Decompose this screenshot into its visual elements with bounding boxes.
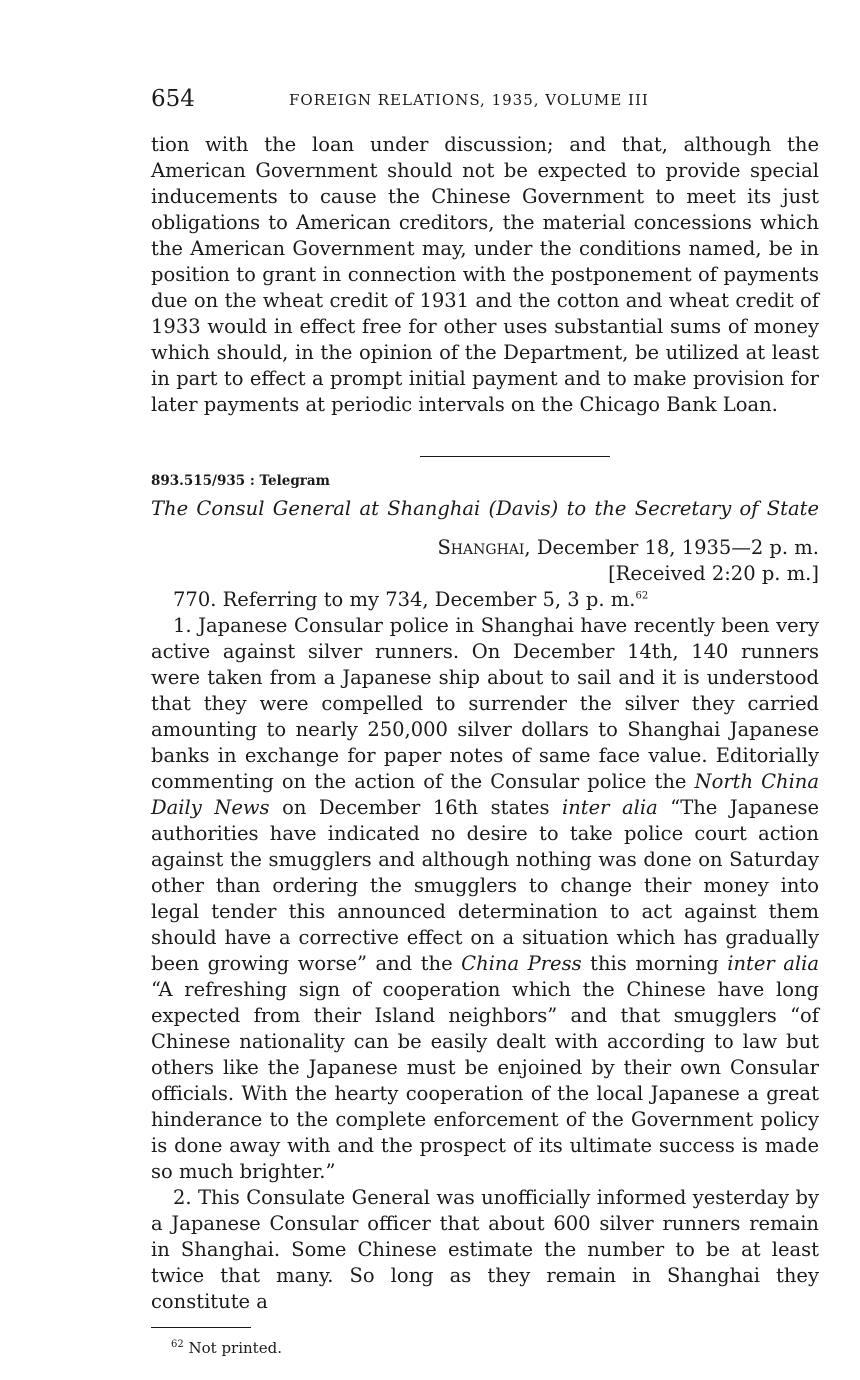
received-line: [Received 2:20 p. m.] (608, 562, 819, 585)
telegram-opening (151, 587, 819, 613)
footnote-reference: 62 (635, 590, 649, 602)
page-number: 654 (151, 86, 195, 112)
running-title: FOREIGN RELATIONS, 1935, VOLUME III (289, 91, 649, 109)
section-divider (420, 456, 610, 457)
paragraph1-text-2: on December 16th states (269, 796, 562, 819)
paragraph1-text-5: “A refreshing sign of cooperation which the Chinese have long expected from their Island neighbors” and that smugglers “of Chinese nationality can be easily dealt with according to law but others like the Japanese must be enjoined by their own Consular officials. With the hearty cooperation of the local Japanese a great hinderance to the complete enforcement of the Government policy is done away with and the prospect of its ultimate success is made so much brighter.” (151, 978, 819, 1183)
telegram-paragraph-2: 2. This Consulate General was unofficially informed yesterday by a Japanese Consular officer that about 600 silver runners remain in Shanghai. Some Chinese estimate the number to be at least twice that many. So long as they remain in Shanghai they constitute a (151, 1186, 819, 1313)
footnote (171, 1338, 819, 1358)
dateline-place: Shanghai (437, 536, 525, 559)
footnote-text: Not printed. (183, 1339, 282, 1357)
latin-phrase: inter alia (727, 952, 820, 975)
footnote-divider (151, 1327, 251, 1328)
dateline (151, 535, 819, 561)
document-title: The Consul General at Shanghai (Davis) to the Secretary of State (151, 497, 819, 520)
paragraph1-text-4: this morning (581, 952, 728, 975)
file-reference: 893.515/935 : Telegram (151, 473, 330, 489)
running-header (151, 86, 819, 116)
document-page (151, 86, 819, 1358)
continuation-paragraph: tion with the loan under discussion; and that, although the American Government should not be expected to provide special inducements to cause the Chinese Government to meet its just obligations to American creditors, the material concessions which the American Government may, under the conditions named, be in position to grant in connection with the postponement of payments due on the wheat credit of 1931 and the cotton and wheat credit of 1933 would in effect free for other uses substantial sums of money which should, in the opinion of the Department, be utilized at least in part to effect a prompt initial payment and to make provision for later payments at periodic intervals on the Chicago Bank Loan. (151, 133, 819, 416)
paragraph1-text-3: “The Japanese authorities have indicated no desire to take police court action against the smugglers and although nothing was done on Saturday other than ordering the smugglers to change their money into legal tender this announced determination to act against them should have a corrective effect on a situation which has gradually been growing worse” and the (151, 796, 820, 975)
publication-title: China Press (461, 952, 582, 975)
telegram-paragraph-1 (151, 613, 819, 1185)
latin-phrase: inter alia (561, 796, 658, 819)
footnote-marker: 62 (171, 1339, 184, 1350)
dateline-date: , December 18, 1935—2 p. m. (524, 536, 819, 559)
publication-title: North China Daily News (151, 770, 819, 819)
opening-text: 770. Referring to my 734, December 5, 3 p. m. (173, 588, 636, 611)
paragraph1-text-1: 1. Japanese Consular police in Shanghai have recently been very active against silver runners. On December 14th, 140 runners were taken from a Japanese ship about to sail and it is understood that they were compelled to surrender the silver they carried amounting to nearly 250,000 silver dollars to Shanghai Japanese banks in exchange for paper notes of same face value. Editorially commenting on the action of the Consular police the (151, 614, 819, 793)
